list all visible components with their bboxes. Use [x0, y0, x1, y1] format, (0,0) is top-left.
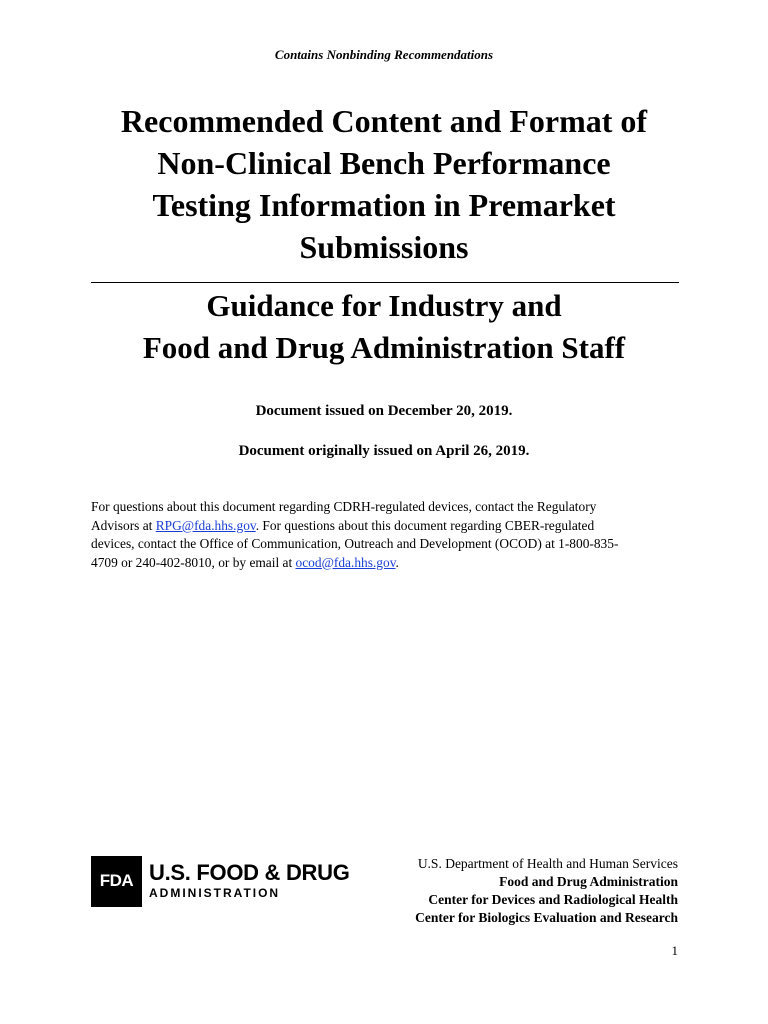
- title-divider: [91, 282, 679, 283]
- fda-logo-wordmark: [149, 861, 350, 901]
- document-title: [70, 100, 698, 268]
- contact-line: Advisors at RPG@fda.hhs.gov. For questions about this document regarding CBER-regulated: [91, 517, 595, 533]
- rpg-email-link[interactable]: RPG@fda.hhs.gov: [155, 517, 256, 533]
- page-number: 1: [671, 943, 678, 958]
- original-issued-date: Document originally issued on April 26, 2019.: [238, 443, 530, 459]
- contact-line: 4709 or 240-402-8010, or by email at ocod@fda.hhs.gov.: [91, 554, 399, 570]
- subtitle-line: Food and Drug Administration Staff: [142, 330, 626, 365]
- agency-block: [415, 855, 678, 927]
- agency-line: Food and Drug Administration: [499, 874, 678, 889]
- agency-line: U.S. Department of Health and Human Services: [417, 856, 678, 871]
- subtitle-line: Guidance for Industry and: [206, 288, 562, 323]
- fda-logo-mark: FDA: [91, 856, 142, 907]
- issued-date: Document issued on December 20, 2019.: [255, 403, 513, 419]
- fda-logo: [91, 855, 350, 907]
- contact-line: For questions about this document regarding CDRH-regulated devices, contact the Regulatory: [91, 499, 597, 514]
- contact-paragraph: [91, 498, 691, 572]
- title-line: Submissions: [299, 229, 469, 265]
- agency-line: Center for Devices and Radiological Health: [428, 892, 678, 907]
- document-subtitle: [70, 285, 698, 369]
- ocod-email-link[interactable]: ocod@fda.hhs.gov: [295, 554, 396, 570]
- contact-line: devices, contact the Office of Communication, Outreach and Development (OCOD) at 1-800-835-: [91, 536, 619, 551]
- agency-line: Center for Biologics Evaluation and Research: [415, 910, 678, 925]
- title-line: Testing Information in Premarket: [152, 187, 616, 223]
- title-line: Non-Clinical Bench Performance: [157, 145, 611, 181]
- nonbinding-note: Contains Nonbinding Recommendations: [274, 47, 494, 62]
- title-line: Recommended Content and Format of: [120, 103, 648, 139]
- fda-logo-main: U.S. FOOD & DRUG: [149, 860, 350, 885]
- fda-logo-sub: ADMINISTRATION: [149, 886, 281, 900]
